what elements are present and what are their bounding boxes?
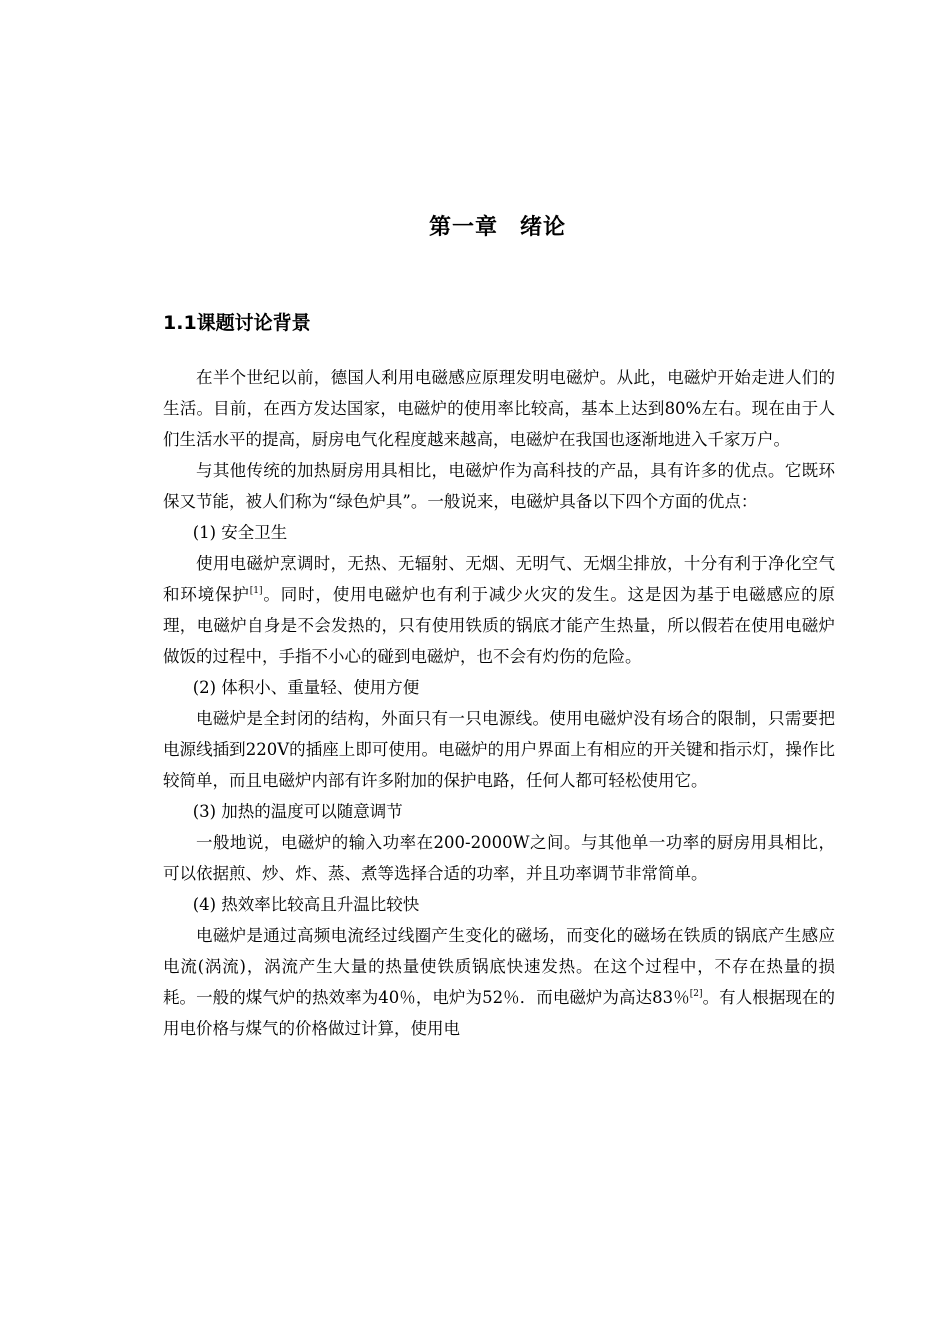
section-title: 1.1课题讨论背景 xyxy=(163,312,311,334)
paragraph-text: 。同时，使用电磁炉也有利于减少火灾的发生。这是因为基于电磁感应的原理，电磁炉自身是不会发热的，只有使用铁质的锅底才能产生热量，所以假若在使用电磁炉做饭的过程中，手指不小心的碰到电磁炉，也不会有灼伤的危险。 xyxy=(163,585,836,666)
paragraph: 与其他传统的加热厨房用具相比，电磁炉作为高科技的产品，具有许多的优点。它既环保又节能，被人们称为“绿色炉具”。一般说来，电磁炉具备以下四个方面的优点： xyxy=(163,461,835,511)
paragraph: 在半个世纪以前，德国人利用电磁感应原理发明电磁炉。从此，电磁炉开始走进人们的生活。目前，在西方发达国家，电磁炉的使用率比较高，基本上达到80%左右。现在由于人们生活水平的提高，厨房电气化程度越来越高，电磁炉在我国也逐渐地进入千家万户。 xyxy=(163,368,835,449)
chapter-title xyxy=(0,210,950,241)
list-item-heading: (3) 加热的温度可以随意调节 xyxy=(192,802,403,821)
paragraph-text: 使用电磁炉烹调时，无热、无辐射、无烟、无明气、无烟尘排放，十分有利于净化空气和环境保护 xyxy=(163,554,835,604)
citation-ref: [1] xyxy=(249,586,263,596)
body-text xyxy=(163,362,835,1044)
list-item-heading: (4) 热效率比较高且升温比较快 xyxy=(192,895,420,914)
paragraph-text: 电磁炉是通过高频电流经过线圈产生变化的磁场，而变化的磁场在铁质的锅底产生感应电流(涡流)，涡流产生大量的热量使铁质锅底快速发热。在这个过程中，不存在热量的损耗。一般的煤气炉的热效率为40％，电炉为52％．而电磁炉为高达83％ xyxy=(163,926,835,1007)
citation-ref: [2] xyxy=(689,989,703,999)
list-item-heading: (1) 安全卫生 xyxy=(192,523,288,542)
paragraph: 一般地说，电磁炉的输入功率在200-2000W之间。与其他单一功率的厨房用具相比，可以依据煎、炒、炸、蒸、煮等选择合适的功率，并且功率调节非常简单。 xyxy=(163,833,835,883)
paragraph-text: 。有人根据现在的用电价格与煤气的价格做过计算，使用电 xyxy=(163,988,835,1038)
paragraph: 电磁炉是全封闭的结构，外面只有一只电源线。使用电磁炉没有场合的限制，只需要把电源线插到220V的插座上即可使用。电磁炉的用户界面上有相应的开关键和指示灯，操作比较简单，而且电磁炉内部有许多附加的保护电路，任何人都可轻松使用它。 xyxy=(163,709,835,790)
list-item-heading: (2) 体积小、重量轻、使用方便 xyxy=(192,678,420,697)
paragraph xyxy=(163,548,835,672)
paragraph xyxy=(163,920,835,1044)
chapter-number: 第一章 xyxy=(428,215,498,240)
chapter-name: 绪论 xyxy=(520,215,567,240)
